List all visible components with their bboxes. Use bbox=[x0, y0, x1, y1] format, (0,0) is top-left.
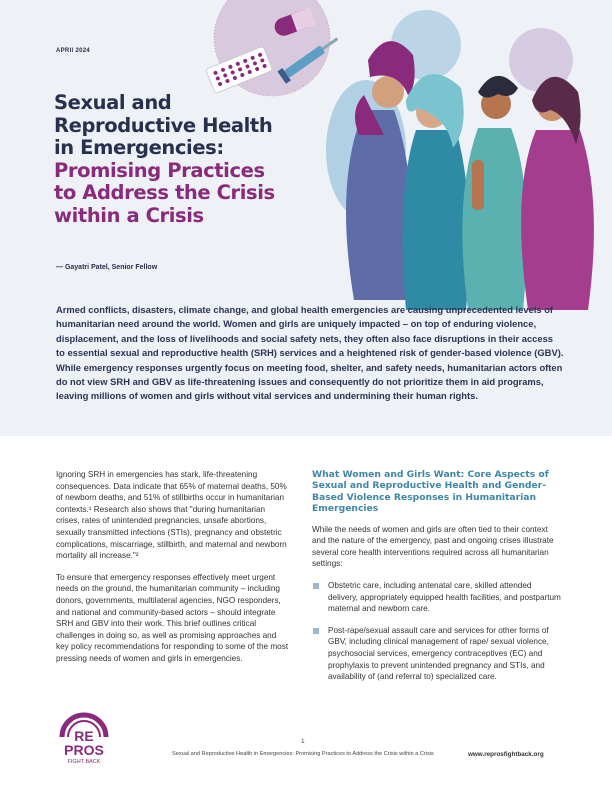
footer-doc-title: Sexual and Reproductive Health in Emergencies: Promising Practices to Address the Crisis within a Crisis bbox=[172, 751, 434, 757]
list-item-text: Obstetric care, including antenatal care, skilled attended delivery, appropriately equipped health facilities, and postpartum maternal and newborn care. bbox=[328, 581, 561, 614]
page-number: 1 bbox=[301, 738, 305, 745]
bullet-square-icon bbox=[313, 583, 319, 589]
subtitle-line-3: within a Crisis bbox=[54, 203, 204, 227]
publication-date: APRIl 2024 bbox=[56, 48, 91, 54]
left-paragraph-1: Ignoring SRH in emergencies has stark, life-threatening consequences. Data indicate that 65% of maternal deaths, 50% of newborn deaths, and 51% of stillbirths occur in humanitarian contexts.¹ Research also shows that "during humanitarian crises, rates of unintended pregnancies, unsafe abortions, sexually transmitted infections (STIs), pregnancy and obstetric complications, miscarriage, stillbirth, and maternal and newborn mortality all increase."² bbox=[56, 470, 287, 561]
sidebar-heading: What Women and Girls Want: Core Aspects of Sexual and Reproductive Health and Gender-Based Violence Responses in Humanitarian Emergencies bbox=[312, 469, 549, 515]
bullet-square-icon bbox=[313, 628, 319, 634]
logo-text-line-3: FIGHT BACK bbox=[67, 759, 101, 765]
left-column bbox=[56, 469, 290, 675]
title-line-2: Reproductive Health bbox=[54, 113, 273, 137]
right-column bbox=[312, 469, 562, 693]
list-item bbox=[312, 580, 562, 615]
author-byline: — Gayatri Patel, Senior Fellow bbox=[56, 264, 158, 271]
sidebar-bullet-list bbox=[312, 580, 562, 683]
sidebar-paragraph: While the needs of women and girls are often tied to their context and the nature of the emergency, past and ongoing crises illustrate several core health interventions required across all humanitarian settings: bbox=[312, 524, 554, 569]
list-item bbox=[312, 625, 562, 683]
woman-4-figure bbox=[521, 77, 594, 310]
list-item-text: Post-rape/sexual assault care and services for other forms of GBV, including clinical management of rape/ sexual violence, psychosocial services, emergency contraceptives (EC) and prophylaxis to prevent unintended pregnancy and STIs, and availability of (and referral to) specialized care. bbox=[328, 625, 549, 682]
subtitle-line-2: to Address the Crisis bbox=[54, 181, 275, 204]
repros-fight-back-logo[interactable] bbox=[54, 707, 114, 767]
logo-text-line-2: PROS bbox=[64, 742, 104, 758]
title-line-3: in Emergencies: bbox=[54, 136, 224, 159]
title-line-1: Sexual and bbox=[54, 91, 172, 114]
women-group-illustration bbox=[196, 0, 612, 320]
woman-2-figure bbox=[403, 74, 470, 310]
intro-paragraph: Armed conflicts, disasters, climate change, and global health emergencies are causing unprecedented levels of humanitarian need around the world. Women and girls are uniquely impacted – on top of enduring violence, displacement, and the loss of livelihoods and social safety nets, they often also face disruptions in their access to essential sexual and reproductive health (SRH) services and a heightened risk of gender-based violence (GBV). While emergency responses urgently focus on meeting food, shelter, and safety needs, humanitarian actors often do not view SRH and GBV as life-threatening issues and consequently do not prioritize them in aid programs, leaving millions of women and girls without vital services and undermining their human rights. bbox=[56, 304, 564, 402]
website-link[interactable]: www.reprosfightback.org bbox=[468, 751, 544, 758]
woman-3-figure bbox=[462, 76, 527, 310]
left-paragraph-2: To ensure that emergency responses effectively meet urgent needs on the ground, the humanitarian community – including donors, governments, multilateral agencies, NGO responders, and national and community-based actors – should integrate SRH and GBV into their work. This brief outlines critical challenges in doing so, as well as promising approaches and key policy recommendations for responding to some of the most pressing needs of women and girls in emergencies. bbox=[56, 572, 289, 663]
subtitle-line-1: Promising Practices bbox=[54, 158, 265, 182]
logo-text-line-1: RE bbox=[74, 728, 94, 744]
